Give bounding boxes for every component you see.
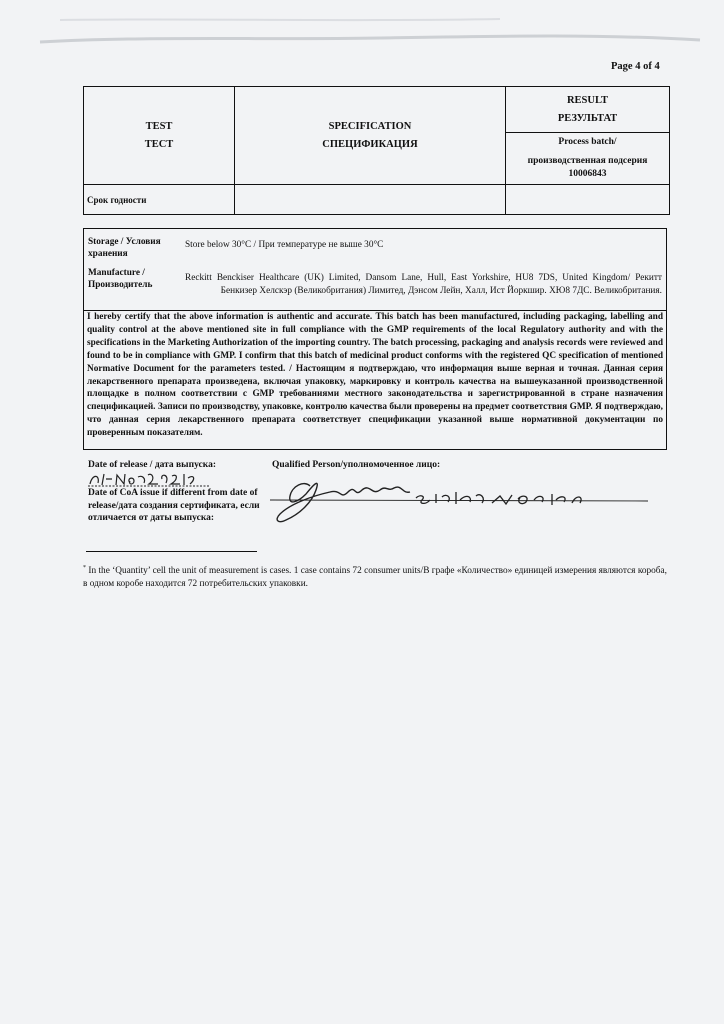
page-number: Page 4 of 4	[611, 61, 660, 72]
coa-date-label: Date of CoA issue if different from date of release/дата создания сертификата, если отличается от даты выпуска:	[88, 488, 260, 523]
batch-number: 10006843	[568, 169, 607, 179]
footnote-text: In the ‘Quantity’ cell the unit of measurement is cases. 1 case contains 72 consumer units/В графе «Количество» единицей измерения являются короба, в одном коробе находится 72 потребительских упаковки.	[83, 566, 667, 590]
details-box	[83, 228, 667, 450]
expiry-label: Срок годности	[84, 185, 235, 215]
process-batch-label: Process batch/	[558, 137, 617, 147]
spec-header-en: SPECIFICATION	[328, 120, 412, 132]
footnote-rule	[86, 551, 257, 552]
test-header-en: TEST	[145, 120, 173, 132]
certification-statement: I hereby certify that the above information is authentic and accurate. This batch has been manufactured, including packaging, labelling and quality control at the above mentioned site in full compliance with the GMP requirements of the local Regulatory authority and with the specifications in the Marketing Authorization of the importing country. The batch processing, packaging and analysis records were reviewed and found to be in compliance with GMP. I confirm that this batch of medicinal product conforms with the registered QC specification of mentioned Normative Document for the parameters tested. / Настоящим я подтверждаю, что информация выше верная и точная. Данная серия лекарственного препарата произведена, включая упаковку, маркировку и контроль качества на вышеуказанной производственной площадке в полном соответствии с GMP требованиями местного законодательства и зарегистрированной в стране назначения спецификацией. Записи по производству, упаковке, контролю качества были проверены на предмет соответствия GMP. Я подтверждаю, что данная серия лекарственного препарата соответствует спецификации указанной выше нормативной документации по проверенным показателям.	[87, 312, 663, 439]
specification-header	[235, 87, 506, 185]
storage-value: Store below 30°C / При температуре не выше 30°C	[185, 240, 384, 250]
handwritten-release-date	[86, 470, 226, 488]
qualified-person-label: Qualified Person/уполномоченное лицо:	[272, 460, 441, 470]
process-batch-label-ru: производственная подсерия	[527, 156, 648, 166]
qualified-person-signature	[270, 470, 660, 526]
result-header	[506, 87, 670, 133]
result-header-ru: РЕЗУЛЬТАТ	[557, 112, 618, 124]
storage-label: Storage / Условия хранения	[88, 237, 161, 259]
results-header-table	[83, 86, 670, 215]
expiry-spec-cell	[235, 185, 506, 215]
spec-header-ru: СПЕЦИФИКАЦИЯ	[322, 138, 418, 150]
expiry-result-cell	[506, 185, 670, 215]
result-header-en: RESULT	[566, 94, 609, 106]
scan-noise-top	[0, 0, 724, 60]
footnote-marker: *	[83, 565, 86, 571]
test-header-ru: ТЕСТ	[144, 138, 174, 150]
manufacture-value: Reckitt Benckiser Healthcare (UK) Limited, Dansom Lane, Hull, East Yorkshire, HU8 7DS, United Kingdom/ Рекитт Бенкизер Хелскэр (Великобритания) Лимитед, Дэнсом Лейн, Халл, Ист Йоркшир. ХЮ8 7ДС. Великобритания.	[185, 273, 662, 296]
manufacture-label: Manufacture / Производитель	[88, 268, 153, 290]
footnote	[83, 562, 667, 591]
process-batch-cell	[506, 133, 670, 185]
test-header	[84, 87, 235, 185]
release-date-label: Date of release / дата выпуска:	[88, 460, 216, 470]
